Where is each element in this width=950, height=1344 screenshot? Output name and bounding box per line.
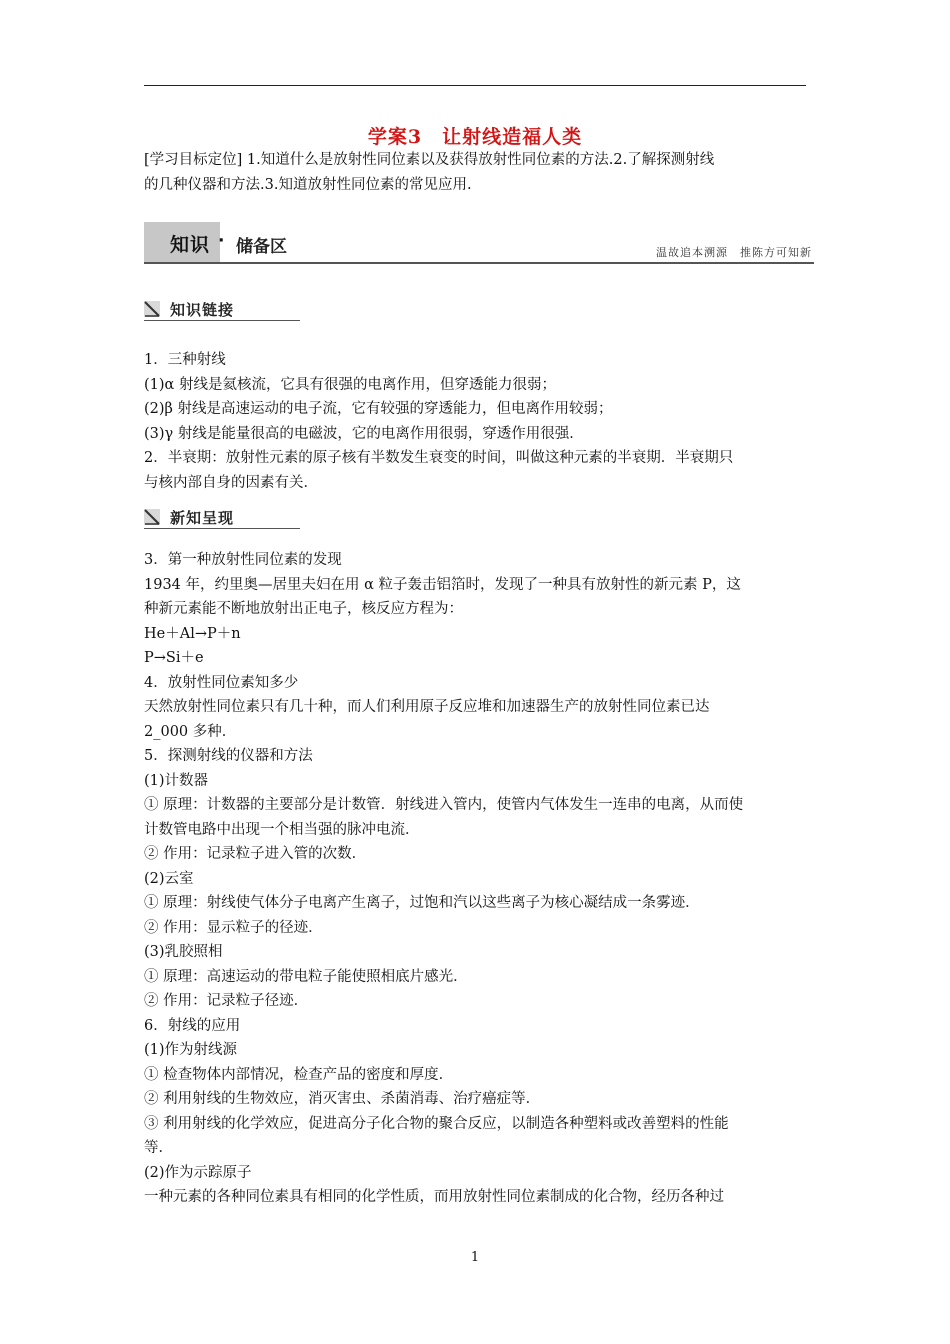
text-line: (2)作为示踪原子 — [144, 1164, 252, 1181]
subsection-heading-new-knowledge — [144, 505, 300, 531]
subsection-underline — [144, 320, 300, 321]
intro-line: [学习目标定位] 1.知道什么是放射性同位素以及获得放射性同位素的方法.2.了解探测射线 — [144, 152, 715, 168]
banner-main-text: 知识 — [170, 234, 211, 256]
text-line: 天然放射性同位素只有几十种，而人们利用原子反应堆和加速器生产的放射性同位素已达 — [144, 699, 710, 715]
text-line: 4．放射性同位素知多少 — [144, 674, 299, 691]
page-title: 学案3 让射线造福人类 — [367, 126, 583, 148]
text-line: 一种元素的各种同位素具有相同的化学性质，而用放射性同位素制成的化合物，经历各种过 — [144, 1189, 724, 1205]
subsection-underline — [144, 528, 300, 529]
banner-underline — [144, 262, 814, 264]
text-line: (1)作为射线源 — [144, 1042, 238, 1058]
text-line: ① 原理：高速运动的带电粒子能使照相底片感光． — [144, 968, 468, 985]
text-line: ② 利用射线的生物效应，消灭害虫、杀菌消毒、治疗癌症等． — [144, 1091, 541, 1107]
banner-tagline: 温故追本溯源 推陈方可知新 — [656, 246, 812, 259]
text-line: (2)β 射线是高速运动的电子流，它有较强的穿透能力，但电离作用较弱； — [144, 401, 613, 417]
banner-dot: · — [218, 231, 225, 251]
text-line: ② 作用：记录粒子径迹． — [144, 993, 309, 1009]
intro-line: 的几种仪器和方法.3.知道放射性同位素的常见应用. — [144, 176, 472, 193]
banner-sub-text: 储备区 — [236, 237, 287, 257]
text-line: ② 作用：记录粒子进入管的次数． — [144, 846, 367, 862]
text-line: ① 检查物体内部情况，检查产品的密度和厚度． — [144, 1066, 454, 1083]
text-line: 1．三种射线 — [144, 352, 226, 368]
text-line: 5．探测射线的仪器和方法 — [144, 748, 313, 764]
nuclear-equation-2: P→Si＋e — [144, 650, 204, 666]
text-line: (1)计数器 — [144, 772, 209, 789]
text-line: (3)γ 射线是能量很高的电磁波，它的电离作用很弱，穿透作用很强． — [144, 425, 584, 442]
text-line: 1934 年，约里奥—居里夫妇在用 α 粒子轰击铝箔时，发现了一种具有放射性的新元素 P，这 — [144, 576, 741, 593]
text-line: 种新元素能不断地放射出正电子，核反应方程为： — [144, 601, 463, 617]
text-line: (2)云室 — [144, 870, 194, 887]
page-number: 1 — [470, 1250, 480, 1265]
text-line: 与核内部自身的因素有关． — [144, 474, 318, 491]
intro-paragraph — [144, 148, 808, 197]
text-line: ② 作用：显示粒子的径迹． — [144, 919, 323, 936]
subsection-title: 新知呈现 — [170, 509, 235, 527]
new-knowledge-body — [144, 548, 808, 1210]
diagonal-slash-icon — [144, 301, 160, 317]
text-line: 计数管电路中出现一个相当强的脉冲电流． — [144, 821, 420, 838]
text-line: 2．半衰期：放射性元素的原子核有半数发生衰变的时间，叫做这种元素的半衰期．半衰期只 — [144, 450, 734, 466]
top-rule — [144, 85, 806, 86]
nuclear-equation-1: He＋Al→P＋n — [144, 625, 241, 642]
text-line: ③ 利用射线的化学效应，促进高分子化合物的聚合反应，以制造各种塑料或改善塑料的性能 — [144, 1115, 729, 1132]
subsection-heading-knowledge-link — [144, 297, 300, 323]
diagonal-slash-icon — [144, 509, 160, 525]
text-line: (1)α 射线是氦核流，它具有很强的电离作用，但穿透能力很弱； — [144, 376, 556, 393]
text-line: ① 原理：计数器的主要部分是计数管．射线进入管内，使管内气体发生一连串的电离，从而使 — [144, 797, 744, 813]
text-line: 2_000 多种． — [144, 723, 237, 740]
text-line: 3．第一种放射性同位素的发现 — [144, 552, 342, 568]
text-line: (3)乳胶照相 — [144, 944, 223, 960]
text-line: 6．射线的应用 — [144, 1017, 241, 1034]
knowledge-link-body — [144, 348, 808, 495]
text-line: 等． — [144, 1140, 173, 1156]
section-banner — [144, 222, 814, 266]
subsection-title: 知识链接 — [170, 301, 235, 319]
text-line: ① 原理：射线使气体分子电离产生离子，过饱和汽以这些离子为核心凝结成一条雾迹． — [144, 895, 700, 911]
